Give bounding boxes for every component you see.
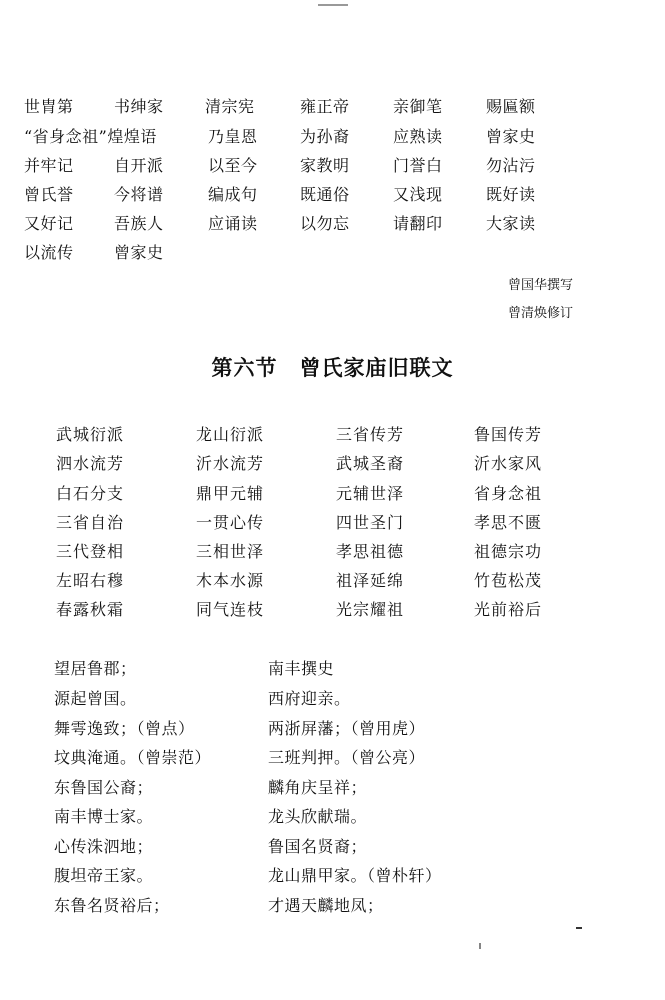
couplet-entry: 沂水流芳 (196, 454, 265, 473)
couplet-entry: 孝思祖德 (336, 542, 405, 561)
couplet-lower-line: 鲁国名贤裔； (268, 837, 368, 856)
poem-phrase: 以流传 (24, 243, 74, 262)
scan-mark (576, 927, 582, 929)
couplet-entry: 武城衍派 (56, 425, 125, 444)
poem-phrase: 又好记 (24, 214, 74, 233)
couplet-entry: 三代登相 (56, 542, 125, 561)
couplet-lower-line: 麟角庆呈祥； (268, 778, 368, 797)
poem-phrase: 赐匾额 (486, 97, 536, 116)
couplet-upper-line: 腹坦帝王家。 (54, 866, 154, 885)
couplet-entry: 省身念祖 (474, 484, 543, 503)
poem-phrase: 世胄第 (24, 97, 74, 116)
couplet-upper-line: 东鲁国公裔； (54, 778, 154, 797)
scan-mark (318, 4, 348, 6)
couplet-entry: 鼎甲元辅 (196, 484, 265, 503)
poem-phrase: 曾氏誉 (24, 185, 74, 204)
poem-phrase: 曾家史 (114, 243, 164, 262)
couplet-upper-line: 心传洙泗地； (54, 837, 154, 856)
poem-phrase: 今将谱 (114, 185, 164, 204)
couplet-entry: 龙山衍派 (196, 425, 265, 444)
couplet-lower-line: 三班判押。（曾公亮） (268, 748, 426, 767)
couplet-entry: 竹苞松茂 (474, 571, 543, 590)
poem-phrase: 门誉白 (393, 156, 443, 175)
couplet-entry: 同气连枝 (196, 600, 265, 619)
reviser-credit: 曾清焕修订 (507, 306, 573, 321)
couplet-entry: 鲁国传芳 (474, 425, 543, 444)
couplet-lower-line: 才遇天麟地凤； (268, 896, 384, 915)
section-title: 第六节 曾氏家庙旧联文 (211, 356, 454, 380)
couplet-entry: 祖德宗功 (474, 542, 543, 561)
couplet-entry: 左昭右穆 (56, 571, 125, 590)
poem-phrase: 编成句 (208, 185, 258, 204)
poem-phrase: 勿沾污 (486, 156, 536, 175)
couplet-entry: 三省自治 (56, 513, 125, 532)
couplet-entry: 春露秋霜 (56, 600, 125, 619)
scan-mark (479, 943, 481, 949)
author-credit: 曾国华撰写 (507, 278, 573, 293)
couplet-upper-line: 东鲁名贤裕后； (54, 896, 170, 915)
couplet-entry: 沂水家风 (474, 454, 543, 473)
poem-phrase: 吾族人 (114, 214, 164, 233)
author-credits (508, 272, 573, 328)
poem-phrase: 既好读 (486, 185, 536, 204)
couplet-entry: 三相世泽 (196, 542, 265, 561)
couplet-lower-line: 西府迎亲。 (268, 689, 351, 708)
couplet-upper-line: 坟典淹通。（曾崇范） (54, 748, 212, 767)
couplet-entry: 元辅世泽 (336, 484, 405, 503)
couplet-lower-line: 龙头欣献瑞。 (268, 807, 368, 826)
poem-phrase: 应诵读 (208, 214, 258, 233)
poem-phrase: 又浅现 (393, 185, 443, 204)
couplet-entry: 祖泽延绵 (336, 571, 405, 590)
poem-phrase: 应熟读 (393, 127, 443, 146)
poem-phrase: 亲御笔 (393, 97, 443, 116)
poem-phrase: 曾家史 (486, 127, 536, 146)
couplet-entry: 木本水源 (196, 571, 265, 590)
couplet-entry: 白石分支 (56, 484, 125, 503)
couplet-entry: 一贯心传 (196, 513, 265, 532)
poem-phrase: 以勿忘 (300, 214, 350, 233)
poem-phrase: 大家读 (486, 214, 536, 233)
poem-phrase: 请翻印 (393, 214, 443, 233)
couplet-upper-line: 南丰博士家。 (54, 807, 154, 826)
couplet-entry: 孝思不匮 (474, 513, 543, 532)
couplet-upper-line: 源起曾国。 (54, 689, 137, 708)
poem-phrase: 为孙裔 (300, 127, 350, 146)
couplet-entry: 武城圣裔 (336, 454, 405, 473)
couplet-entry: 泗水流芳 (56, 454, 125, 473)
poem-phrase: 雍正帝 (300, 97, 350, 116)
couplet-upper-line: 望居鲁郡； (54, 659, 137, 678)
poem-phrase: 既通俗 (300, 185, 350, 204)
couplet-lower-line: 南丰撰史 (268, 659, 335, 678)
couplet-entry: 光宗耀祖 (336, 600, 405, 619)
poem-phrase: 并牢记 (24, 156, 74, 175)
poem-phrase: 自开派 (114, 156, 164, 175)
poem-phrase: “省身念祖”煌煌语 (24, 127, 157, 146)
poem-phrase: 清宗宪 (205, 97, 255, 116)
poem-phrase: 书绅家 (114, 97, 164, 116)
couplet-entry: 光前裕后 (474, 600, 543, 619)
couplet-upper-line: 舞雩逸致；（曾点） (54, 719, 195, 738)
poem-phrase: 以至今 (208, 156, 258, 175)
poem-phrase: 乃皇恩 (208, 127, 258, 146)
couplet-entry: 三省传芳 (336, 425, 405, 444)
poem-phrase: 家教明 (300, 156, 350, 175)
couplet-entry: 四世圣门 (336, 513, 405, 532)
couplet-lower-line: 龙山鼎甲家。（曾朴轩） (268, 866, 442, 885)
couplet-lower-line: 两浙屏藩；（曾用虎） (268, 719, 426, 738)
